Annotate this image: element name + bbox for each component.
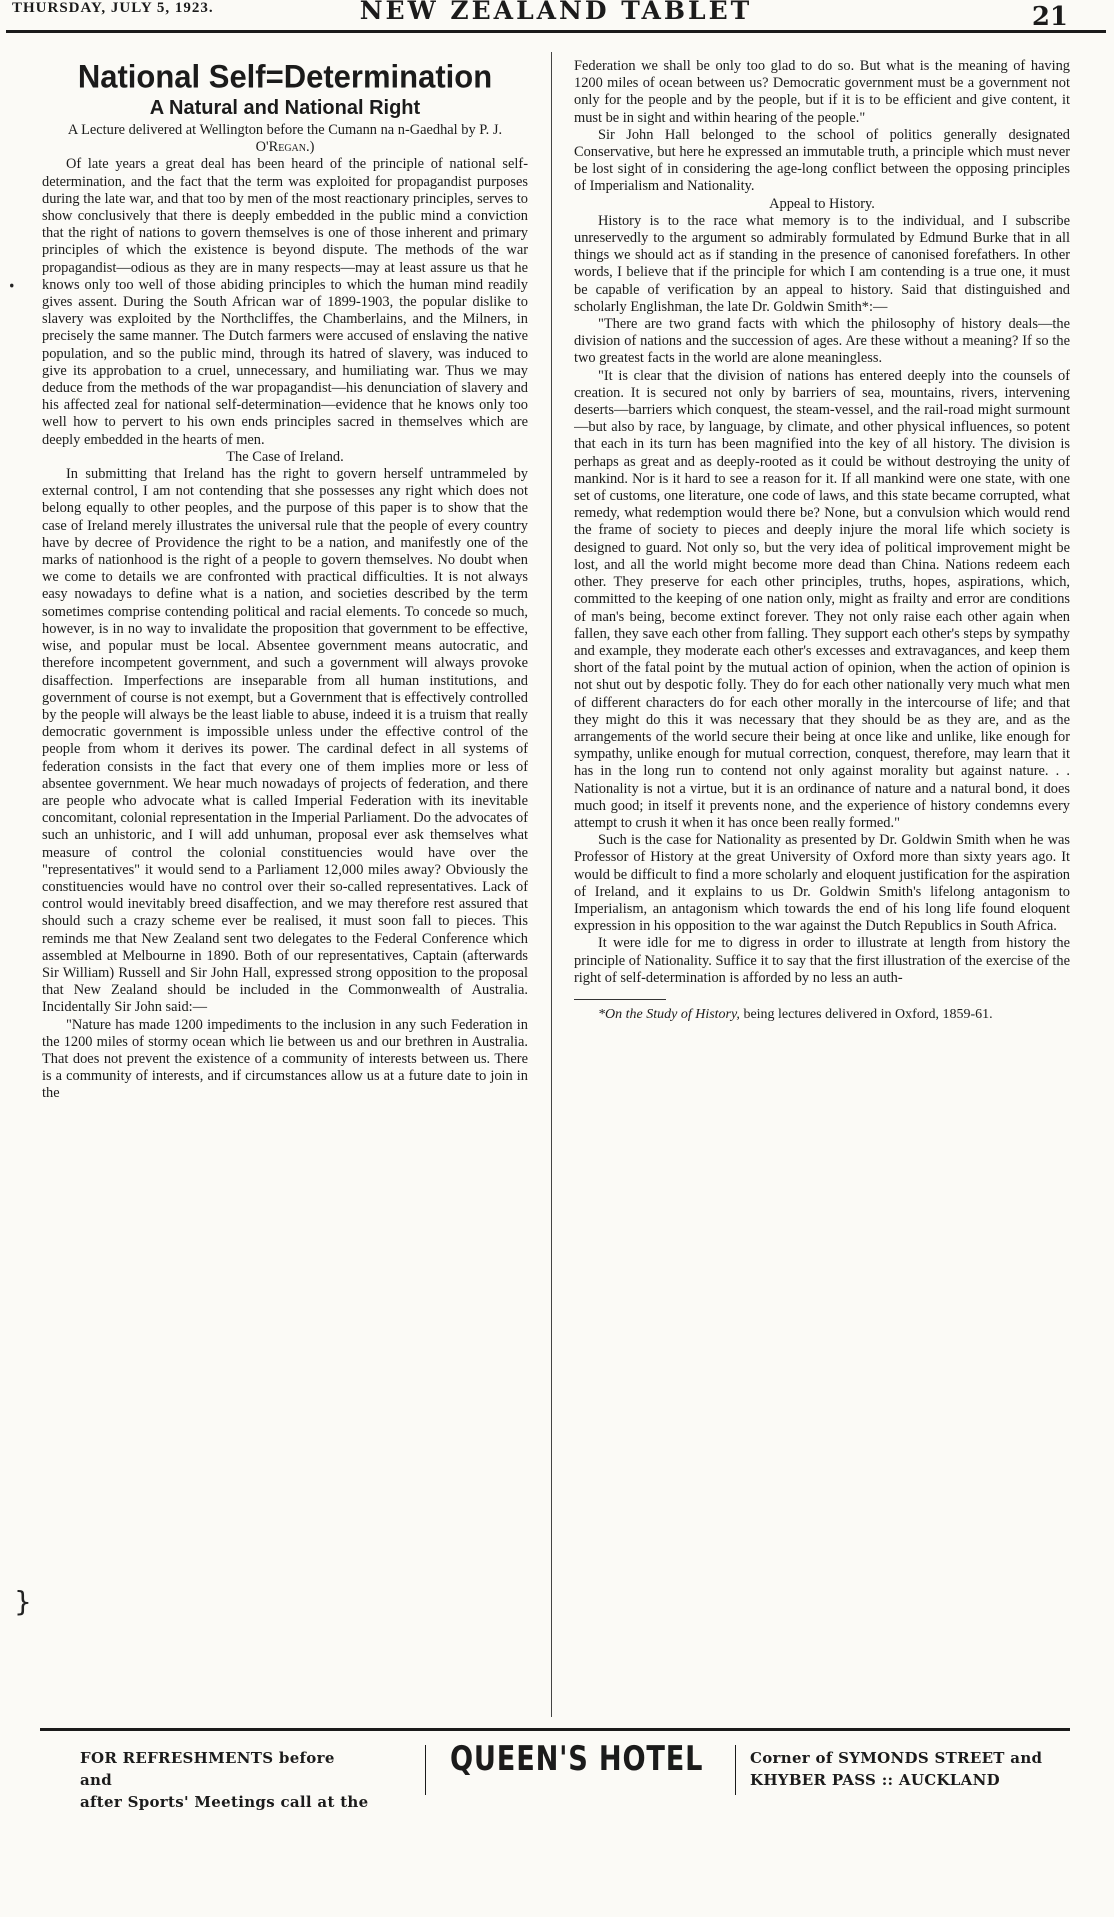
- paragraph: It were idle for me to digress in order to illustrate at length from history the principle of Nationality. Suffice it to say that the first illustration of the exercise of the right of self-determination is afforded by no less an auth-: [574, 935, 1070, 986]
- footnote-title: *On the Study of History,: [598, 1006, 740, 1022]
- margin-bracket-icon: }: [14, 1585, 32, 1618]
- ad-divider: [425, 1745, 426, 1795]
- paragraph: Of late years a great deal has been heard of the principle of national self-determination, and the fact that the term was exploited for propagandist purposes during the late war, and that too by men of the most reactionary principles, serves to show conclusively that there is deeply embedded in the public mind a conviction that the right of nations to govern themselves is one of those inherent and primary principles of which the existence is beyond dispute. The methods of the war propagandist—odious as they are in many respects—may at least assure us that he knows only too well of those abiding principles to which the human mind readily gives assent. During the South African war of 1899-1903, the popular dislike to slavery was exploited by the Northcliffes, the Chamberlains, and the Milners, in precisely the same manner. The Dutch farmers were accused of enslaving the native population, and so the public mind, through its hatred of slavery, was induced to give its approbation to a cruel, unnecessary, and humiliating war. Thus we may deduce from the methods of the war propagandist—his denunciation of slavery and his affected zeal for national self-determination—evidence that he knows only too well how to pervert to his own ends principles sacred in themselves which are deeply embedded in the hearts of men.: [42, 156, 528, 448]
- ad-hotel-name: QUEEN'S HOTEL: [450, 1739, 704, 1779]
- byline-text: A Lecture delivered at Wellington before the Cumann na n-Gaedhal by P. J.: [67, 122, 503, 138]
- hotel-advertisement: [40, 1728, 1070, 1861]
- paragraph: History is to the race what memory is to the individual, and I subscribe unreservedly to the argument so admirably formulated by Edmund Burke that in all things we should act as if standing in the presence of canonised forefathers. In other words, I believe that if the principle for which I am contending is a true one, it must be capable of verification by an appeal to history. Said that distinguished and scholarly Englishman, the late Dr. Goldwin Smith*:—: [574, 212, 1070, 315]
- ad-left-text: [80, 1747, 370, 1813]
- ad-right-line: Corner of SYMONDS STREET and: [750, 1749, 1043, 1767]
- ad-left-line: after Sports' Meetings call at the: [80, 1793, 369, 1811]
- running-head: [6, 0, 1106, 33]
- footnote-rule: [574, 999, 666, 1000]
- article-subtitle: A Natural and National Right: [149, 97, 421, 119]
- ad-right-line: KHYBER PASS :: AUCKLAND: [750, 1771, 1000, 1789]
- article-byline: [42, 122, 528, 156]
- page-number: 21: [1031, 2, 1068, 32]
- issue-date: THURSDAY, JULY 5, 1923.: [12, 0, 214, 16]
- quote-paragraph: "There are two grand facts with which the philosophy of history deals—the division of nations and the succession of ages. Are these without a meaning? If so the two greatest facts in the world are alone meaningless.: [574, 316, 1070, 367]
- right-column: [574, 58, 1070, 1713]
- paragraph: Sir John Hall belonged to the school of politics generally designated Conservative, but here he expressed an immutable truth, a principle which must never be lost sight of in considering the age-long conflict between the opposing principles of Imperialism and Nationality.: [574, 126, 1070, 195]
- quote-paragraph: "It is clear that the division of nations has entered deeply into the counsels of creation. It is secured not only by barriers of sea, mountains, rivers, intervening deserts—barriers which conquest, the steam-vessel, and the rail-road might surmount—but also by race, by language, by climate, and other physical influences, so potent that each in its turn has been magnified into the key of all history. The division is perhaps as great and as deeply-rooted as it could be without destroying the unity of mankind. Nor is it hard to see a reason for it. If all mankind were one state, with one set of customs, one literature, one code of laws, and this state became corrupted, what remedy, what redemption would there be? None, but a convulsion which would rend the frame of society to pieces and deeply injure the moral life which society is designed to guard. Not only so, but the very idea of political improvement might be lost, and all the world might become more dead than China. Nations redeem each other. They preserve for each other principles, truths, hopes, aspirations, which, committed to the keeping of one nation only, might as frailty and error are conditions of man's being, become extinct forever. They not only raise each other again when fallen, they save each other from falling. They support each other's steps by sympathy and example, they moderate each other's excesses and extravagances, and keep them short of the fatal point by the mutual action of opinion, when the action of opinion is not shut out by despotic folly. They do for each other nationally very much what men of different characters do for each other morally in the intercourse of life; and that they might do this it was necessary that they should be as they are, and as the arrangements of the world secure their being at once like and unlike, like enough for sympathy, unlike enough for mutual correction, conquest, therefore, may learn that it has in the long run to contend not only against morality but against nature. . . Nationality is not a virtue, but it is an ordinance of nature and a natural bond, it does much good; in itself it prevents none, and the experience of history condemns every attempt to crush it when it has once been really formed.": [574, 367, 1070, 831]
- ad-left-line: FOR REFRESHMENTS before and: [80, 1749, 335, 1789]
- footnote: [574, 1006, 1070, 1023]
- left-column: [42, 58, 528, 1713]
- quote-paragraph: "Nature has made 1200 impediments to the inclusion in any such Federation in the 1200 miles of stormy ocean which lie between us and our brethren in Australia. That does not prevent the existence of a community of interests between us. There is a community of interests, and if circumstances allow us at a future date to join in the: [42, 1016, 528, 1102]
- paragraph: Such is the case for Nationality as presented by Dr. Goldwin Smith when he was Professor of History at the great University of Oxford more than sixty years ago. It would be difficult to find a more scholarly and eloquent justification for the aspiration of Ireland, and it explains to us Dr. Goldwin Smith's lifelong antagonism to Imperialism, an antagonism which towards the end of his long life found eloquent expression in his opposition to the war against the Dutch Republics in South Africa.: [574, 832, 1070, 935]
- article-title: National Self=Determination: [77, 58, 493, 96]
- footnote-text: being lectures delivered in Oxford, 1859-61.: [739, 1006, 993, 1022]
- margin-mark-icon: ⸳: [8, 265, 16, 298]
- column-divider: [551, 52, 552, 1717]
- byline-author: O'Regan: [255, 139, 306, 156]
- byline-close: .): [305, 139, 315, 156]
- ad-divider: [735, 1745, 736, 1795]
- paper-name: NEW ZEALAND TABLET: [359, 0, 753, 25]
- section-heading-history: Appeal to History.: [769, 195, 875, 212]
- paragraph-continued: Federation we shall be only too glad to do so. But what is the meaning of having 1200 miles of ocean between us? Democratic government must be a government not only for the people and by the people, but if it is to be efficient and give content, it must be in sight and within hearing of the people.": [574, 58, 1070, 126]
- paragraph: In submitting that Ireland has the right to govern herself untrammeled by external control, I am not contending that she possesses any right which does not belong equally to other peoples, and the purpose of this paper is to show that the case of Ireland merely illustrates the universal rule that the people of every country have by decree of Providence the right to be a nation, and manifestly one of the marks of nationhood is the right of a people to govern themselves. No doubt when we come to details we are confronted with practical difficulties. It is not always easy nowadays to define what is a nation, and societies described by the term sometimes comprise contending political and racial elements. To concede so much, however, is in no way to invalidate the proposition that government to be effective, wise, and popular must be local. Absentee government means autocratic, and therefore incompetent government, and such a government will always provoke disaffection. Imperfections are inseparable from all human institutions, and government of course is not exempt, but a Government that is effectively controlled by the people will always be the least liable to abuse, indeed it is a truism that really democratic government is impossible unless under the effective control of the people from whom it derives its power. The cardinal defect in all systems of federation consists in the fact that every one of them implies more or less of absentee government. We hear much nowadays of projects of federation, and there are people who advocate what is called Imperial Federation with its inevitable concomitant, colonial representation in the Imperial Parliament. Do the advocates of such an unhistoric, and I will add unhuman, proposal ever ask themselves what measure of control the colonial constituencies would have over the "representatives" it would send to a Parliament 12,000 miles away? Obviously the constituencies would have no control over their so-called representatives. Lack of control would inevitably breed disaffection, and we may therefore rest assured that should such a crazy scheme ever be realised, it must soon fall to pieces. This reminds me that New Zealand sent two delegates to the Federal Conference which assembled at Melbourne in 1890. Both of our representatives, Captain (afterwards Sir William) Russell and Sir John Hall, expressed strong opposition to the proposal that New Zealand should be included in the Commonwealth of Australia. Incidentally Sir John said:—: [42, 466, 528, 1016]
- ad-right-text: [750, 1747, 1070, 1791]
- section-heading-ireland: The Case of Ireland.: [226, 448, 344, 465]
